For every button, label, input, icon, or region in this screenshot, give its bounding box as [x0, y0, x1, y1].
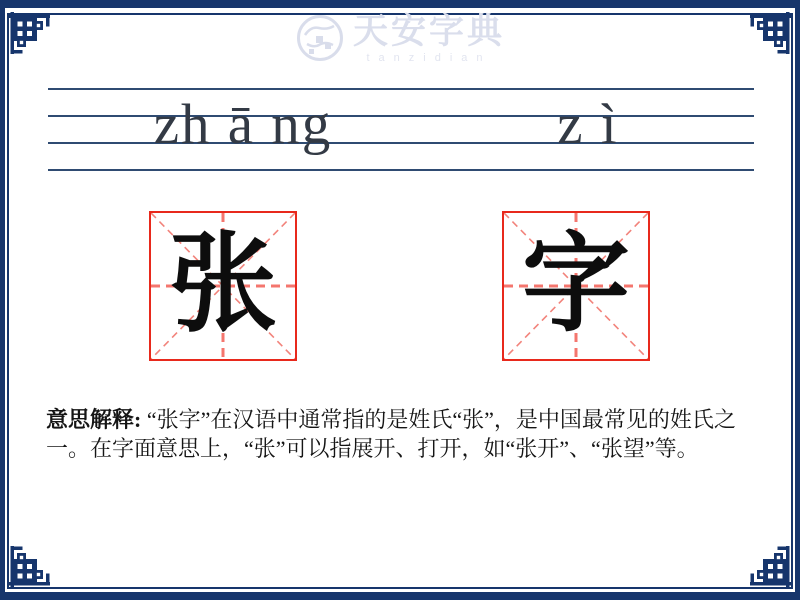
- brand-seal-icon: [295, 13, 345, 63]
- frame-band-left: [0, 0, 5, 600]
- character-zhang: 张: [168, 226, 277, 345]
- frame-inner-border: [7, 13, 793, 589]
- brand-name: 天安字典: [352, 12, 506, 51]
- meaning-label: 意思解释:: [46, 407, 142, 432]
- pinyin-zi: z ì: [557, 93, 619, 156]
- corner-fret-icon-top-left: [8, 12, 50, 54]
- frame-band-top: [0, 0, 800, 8]
- frame-band-right: [795, 0, 800, 600]
- brand-romanized: tanzidian: [366, 51, 492, 64]
- corner-fret-icon-bottom-left: [8, 546, 50, 588]
- pinyin-rule-line-1: [48, 88, 754, 90]
- meaning-explanation: [46, 406, 760, 463]
- corner-fret-icon-bottom-right: [750, 546, 792, 588]
- meaning-text: “张字”在汉语中通常指的是姓氏“张”，是中国最常见的姓氏之一。在字面意思上，“张”可以指展开、打开，如“张开”、“张望”等。: [46, 407, 736, 461]
- character-grid-box-zi: [502, 211, 650, 361]
- brand-text: [353, 13, 505, 64]
- pinyin-rule-line-4: [48, 169, 754, 171]
- character-zi: 字: [521, 226, 630, 345]
- character-grid-box-zhang: [149, 211, 297, 361]
- pinyin-zhang: zh ā ng: [153, 93, 333, 156]
- frame-band-bottom: [0, 592, 800, 600]
- brand-logo: [295, 13, 505, 64]
- corner-fret-icon-top-right: [750, 12, 792, 54]
